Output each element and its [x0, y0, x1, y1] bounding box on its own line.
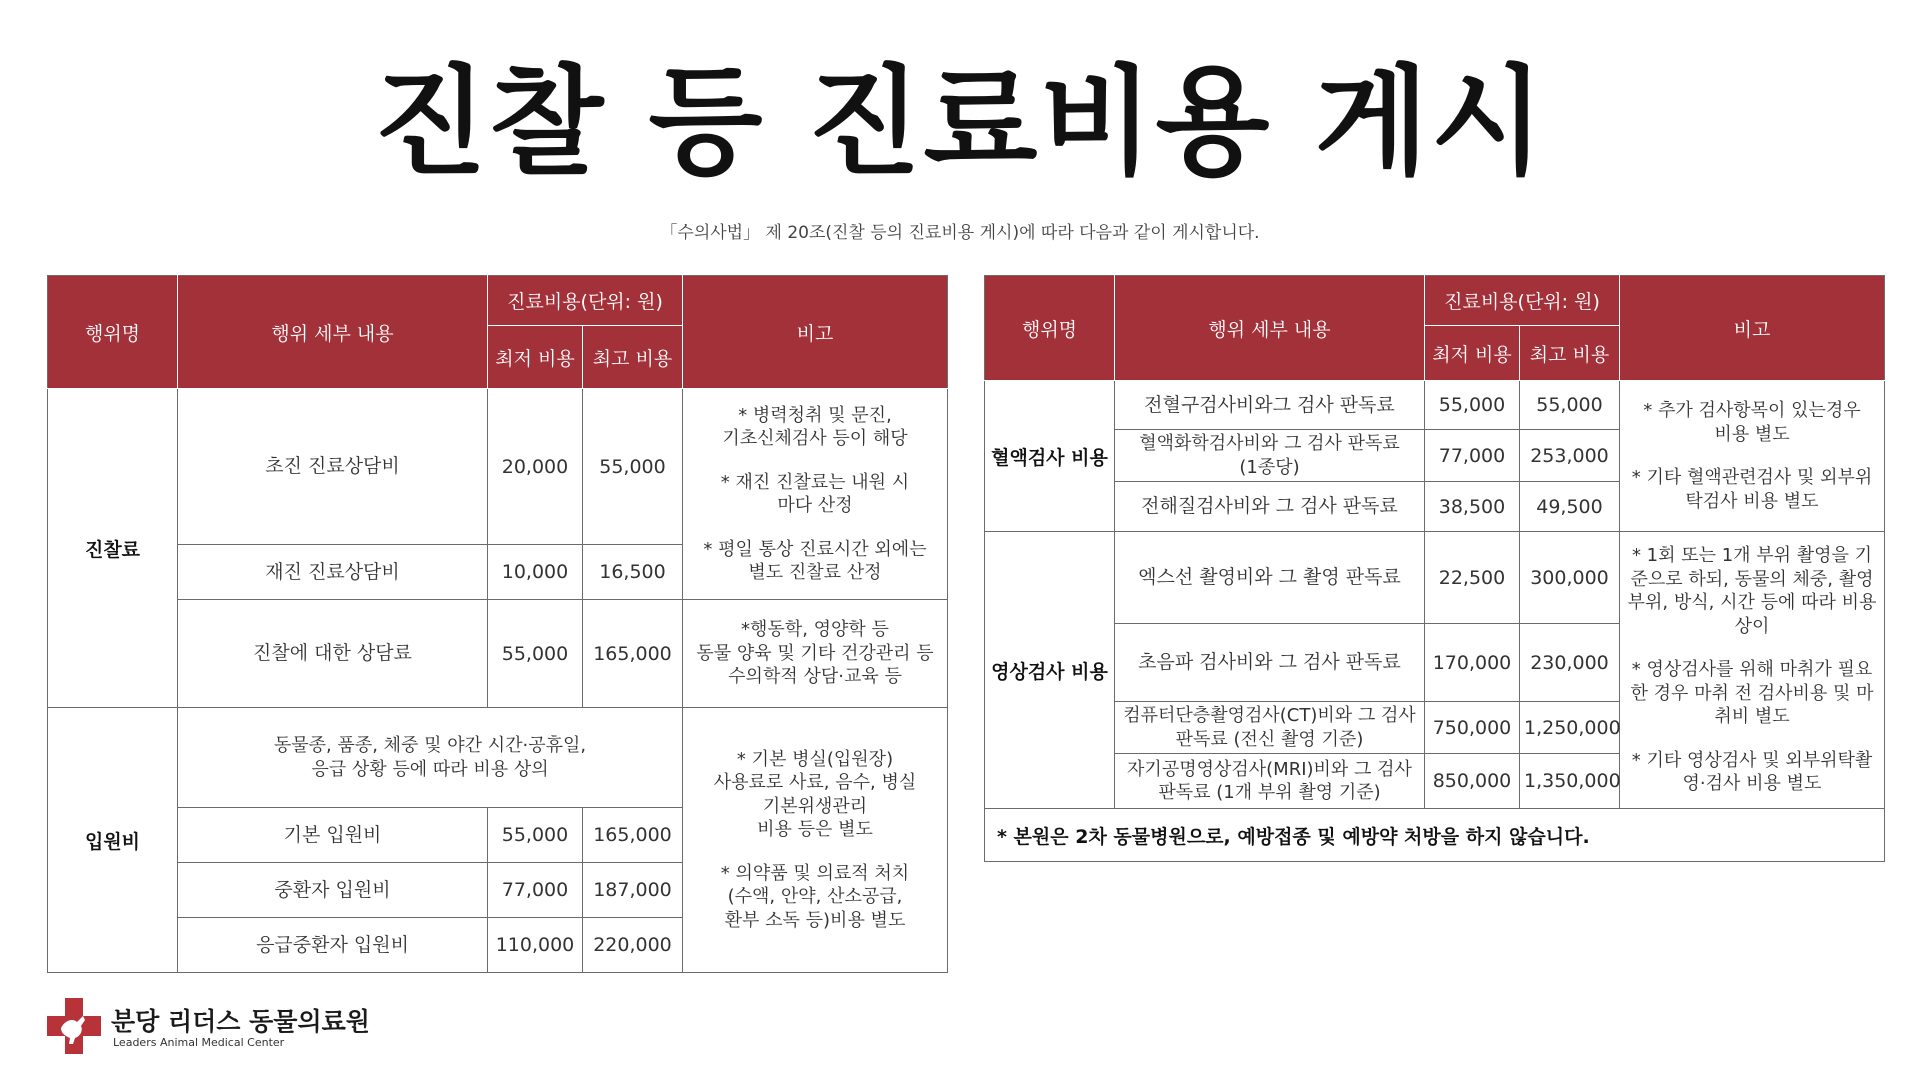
page-title: 진찰 등 진료비용 게시	[373, 53, 1547, 191]
row-max: 1,350,000	[1520, 754, 1620, 809]
note-text: * 기타 영상검사 및 외부위탁촬 영·검사 비용 별도	[1631, 749, 1873, 795]
row-max: 187,000	[583, 863, 683, 918]
row-min: 55,000	[1425, 381, 1520, 430]
hospital-subname: Leaders Animal Medical Center	[113, 1036, 285, 1049]
footnote: * 본원은 2차 동물병원으로, 예방접종 및 예방약 처방을 하지 않습니다.	[985, 809, 1885, 862]
row-max: 16,500	[583, 545, 683, 600]
row-max: 49,500	[1520, 482, 1620, 532]
row-max: 55,000	[583, 389, 683, 545]
row-detail	[1115, 702, 1425, 754]
row-detail: 기본 입원비	[178, 808, 488, 863]
header-cost: 진료비용(단위: 원)	[488, 276, 683, 326]
medical-cross-animal-icon	[47, 998, 101, 1054]
note-imaging	[1620, 532, 1885, 809]
row-max: 165,000	[583, 600, 683, 708]
header-min: 최저 비용	[1425, 326, 1520, 381]
header-note: 비고	[1620, 276, 1885, 381]
row-detail: 응급중환자 입원비	[178, 918, 488, 973]
note-text: * 기본 병실(입원장) 사용료로 사료, 음수, 병실 기본위생관리 비용 등은 별도	[713, 748, 917, 841]
row-min: 77,000	[488, 863, 583, 918]
row-max: 1,250,000	[1520, 702, 1620, 754]
note-text: * 1회 또는 1개 부위 촬영을 기 준으로 하되, 동물의 체중, 촬영 부위, 방식, 시간 등에 따라 비용 상이	[1627, 545, 1877, 637]
detail-text: 자기공명영상검사(MRI)비와 그 검사 판독료 (1개 부위 촬영 기준)	[1127, 758, 1412, 803]
row-max: 230,000	[1520, 624, 1620, 702]
header-max: 최고 비용	[1520, 326, 1620, 381]
row-min: 10,000	[488, 545, 583, 600]
row-min: 55,000	[488, 808, 583, 863]
note-text: * 영상검사를 위해 마취가 필요 한 경우 마취 전 검사비용 및 마 취비 별도	[1630, 659, 1874, 728]
header-act-name: 행위명	[985, 276, 1115, 381]
note-consult-2	[683, 600, 948, 708]
row-max: 55,000	[1520, 381, 1620, 430]
header-act-name: 행위명	[48, 276, 178, 389]
note-text: * 추가 검사항목이 있는경우 비용 별도	[1643, 400, 1861, 445]
note-text: * 병력청취 및 문진, 기초신체검사 등이 해당	[722, 404, 908, 449]
page-subtitle: 「수의사법」 제 20조(진찰 등의 진료비용 게시)에 따라 다음과 같이 게시합니다.	[660, 223, 1260, 243]
note-text: * 의약품 및 의료적 처치 (수액, 안약, 산소공급, 환부 소독 등)비용 별도	[720, 862, 910, 931]
row-max: 300,000	[1520, 532, 1620, 624]
row-min: 850,000	[1425, 754, 1520, 809]
row-detail: 진찰에 대한 상담료	[178, 600, 488, 708]
row-min: 110,000	[488, 918, 583, 973]
row-detail: 초음파 검사비와 그 검사 판독료	[1115, 624, 1425, 702]
category-imaging: 영상검사 비용	[985, 532, 1115, 809]
header-detail: 행위 세부 내용	[178, 276, 488, 389]
detail-text: 컴퓨터단층촬영검사(CT)비와 그 검사 판독료 (전신 촬영 기준)	[1123, 705, 1416, 750]
row-min: 77,000	[1425, 430, 1520, 482]
header-detail: 행위 세부 내용	[1115, 276, 1425, 381]
note-text: * 기타 혈액관련검사 및 외부위 탁검사 비용 별도	[1631, 467, 1873, 512]
row-detail: 엑스선 촬영비와 그 촬영 판독료	[1115, 532, 1425, 624]
detail-text: 혈액화학검사비와 그 검사 판독료 (1종당)	[1139, 433, 1400, 478]
row-min: 38,500	[1425, 482, 1520, 532]
note-consult	[683, 389, 948, 600]
row-detail: 초진 진료상담비	[178, 389, 488, 545]
row-detail: 재진 진료상담비	[178, 545, 488, 600]
header-note: 비고	[683, 276, 948, 389]
row-max: 165,000	[583, 808, 683, 863]
fee-table-examinations	[984, 275, 1885, 862]
row-max: 253,000	[1520, 430, 1620, 482]
row-min: 20,000	[488, 389, 583, 545]
row-max: 220,000	[583, 918, 683, 973]
category-inpatient: 입원비	[48, 708, 178, 973]
row-min: 170,000	[1425, 624, 1520, 702]
note-text: * 평일 통상 진료시간 외에는 별도 진찰료 산정	[703, 538, 927, 583]
note-inpatient	[683, 708, 948, 973]
row-min: 22,500	[1425, 532, 1520, 624]
note-text: * 재진 진찰료는 내원 시 마다 산정	[720, 471, 910, 516]
hospital-name: 분당 리더스 동물의료원	[111, 1007, 370, 1036]
inpatient-intro	[178, 708, 683, 808]
row-detail: 중환자 입원비	[178, 863, 488, 918]
row-min: 750,000	[1425, 702, 1520, 754]
fee-table-consult-inpatient	[47, 275, 948, 973]
category-consult: 진찰료	[48, 389, 178, 708]
header-cost: 진료비용(단위: 원)	[1425, 276, 1620, 326]
header-max: 최고 비용	[583, 326, 683, 389]
hospital-logo	[47, 998, 427, 1058]
header-min: 최저 비용	[488, 326, 583, 389]
category-blood: 혈액검사 비용	[985, 381, 1115, 532]
row-detail: 전혈구검사비와그 검사 판독료	[1115, 381, 1425, 430]
row-detail	[1115, 754, 1425, 809]
note-text: *행동학, 영양학 등 동물 양육 및 기타 건강관리 등 수의학적 상담·교육 등	[696, 619, 934, 688]
intro-text: 동물종, 품종, 체중 및 야간 시간·공휴일, 응급 상황 등에 따라 비용 상의	[273, 735, 587, 780]
row-min: 55,000	[488, 600, 583, 708]
note-blood	[1620, 381, 1885, 532]
row-detail: 전해질검사비와 그 검사 판독료	[1115, 482, 1425, 532]
row-detail	[1115, 430, 1425, 482]
